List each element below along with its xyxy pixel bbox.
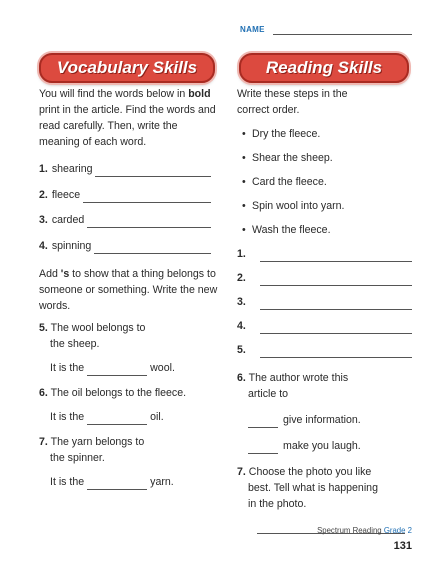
choice-item: give information. xyxy=(237,412,412,428)
vocab-word: shearing xyxy=(51,163,93,175)
step-item: • Dry the fleece. xyxy=(237,126,412,142)
order-item: 1. xyxy=(237,246,412,262)
answer-blank[interactable] xyxy=(248,416,278,428)
vocab-item: 1. shearing xyxy=(39,161,219,177)
vocabulary-skills-banner: Vocabulary Skills xyxy=(39,53,215,83)
answer-blank[interactable] xyxy=(87,413,147,425)
answer-blank[interactable] xyxy=(260,322,412,334)
answer-blank[interactable] xyxy=(87,216,211,228)
step-item: • Shear the sheep. xyxy=(237,150,412,166)
order-item: 3. xyxy=(237,294,412,310)
order-answer-list xyxy=(237,246,412,358)
name-field[interactable] xyxy=(240,25,412,39)
order-item: 2. xyxy=(237,270,412,286)
name-line[interactable] xyxy=(273,34,412,35)
answer-blank[interactable] xyxy=(95,165,211,177)
step-item: • Card the fleece. xyxy=(237,174,412,190)
order-item: 5. xyxy=(237,342,412,358)
vocab-word: carded xyxy=(51,214,85,226)
reading-skills-banner: Reading Skills xyxy=(239,53,409,83)
answer-blank[interactable] xyxy=(260,346,412,358)
answer-blank[interactable] xyxy=(260,250,412,262)
answer-blank[interactable] xyxy=(87,478,147,490)
page-number: 131 xyxy=(393,540,412,552)
answer-blank[interactable] xyxy=(83,191,211,203)
possessive-instructions: Add 's to show that a thing belongs to someone or something. Write the new words. xyxy=(39,267,218,312)
vocab-item: 4. spinning xyxy=(39,238,219,254)
question-6: 6. The author wrote this article to give information. make you laugh. xyxy=(237,370,412,454)
vocab-word: fleece xyxy=(51,188,81,201)
possessive-question-7: 7. The yarn belongs to the spinner. It is the yarn. xyxy=(39,435,174,488)
name-label: NAME xyxy=(240,25,265,34)
answer-blank[interactable] xyxy=(248,442,278,454)
vocab-word: spinning xyxy=(51,239,92,252)
vocab-instructions: You will find the words below in bold print in the article. Find the words and read carefully. Then, write the meaning of each word. xyxy=(39,88,216,148)
vocab-word-list xyxy=(39,161,219,254)
step-item: • Wash the fleece. xyxy=(237,222,412,238)
vocab-item: 3. carded xyxy=(39,212,219,228)
vocabulary-column xyxy=(39,86,219,499)
vocab-item: 2. fleece xyxy=(39,187,219,203)
footer-credit: Spectrum Reading Grade 2 xyxy=(317,526,412,535)
answer-blank[interactable] xyxy=(87,364,147,376)
answer-blank[interactable] xyxy=(94,242,211,254)
step-item: • Spin wool into yarn. xyxy=(237,198,412,214)
steps-list xyxy=(237,126,412,238)
possessive-question-6: 6. The oil belongs to the fleece. It is the oil. xyxy=(39,386,187,423)
reading-column xyxy=(237,86,412,534)
question-7: 7. Choose the photo you like best. Tell what is happening in the photo. xyxy=(237,464,412,534)
reading-instructions: Write these steps in the correct order. xyxy=(237,88,348,116)
choice-item: make you laugh. xyxy=(237,438,412,454)
answer-blank[interactable] xyxy=(260,274,412,286)
possessive-question-5: 5. The wool belongs to the sheep. It is the wool. xyxy=(39,321,175,374)
order-item: 4. xyxy=(237,318,412,334)
answer-blank[interactable] xyxy=(260,298,412,310)
